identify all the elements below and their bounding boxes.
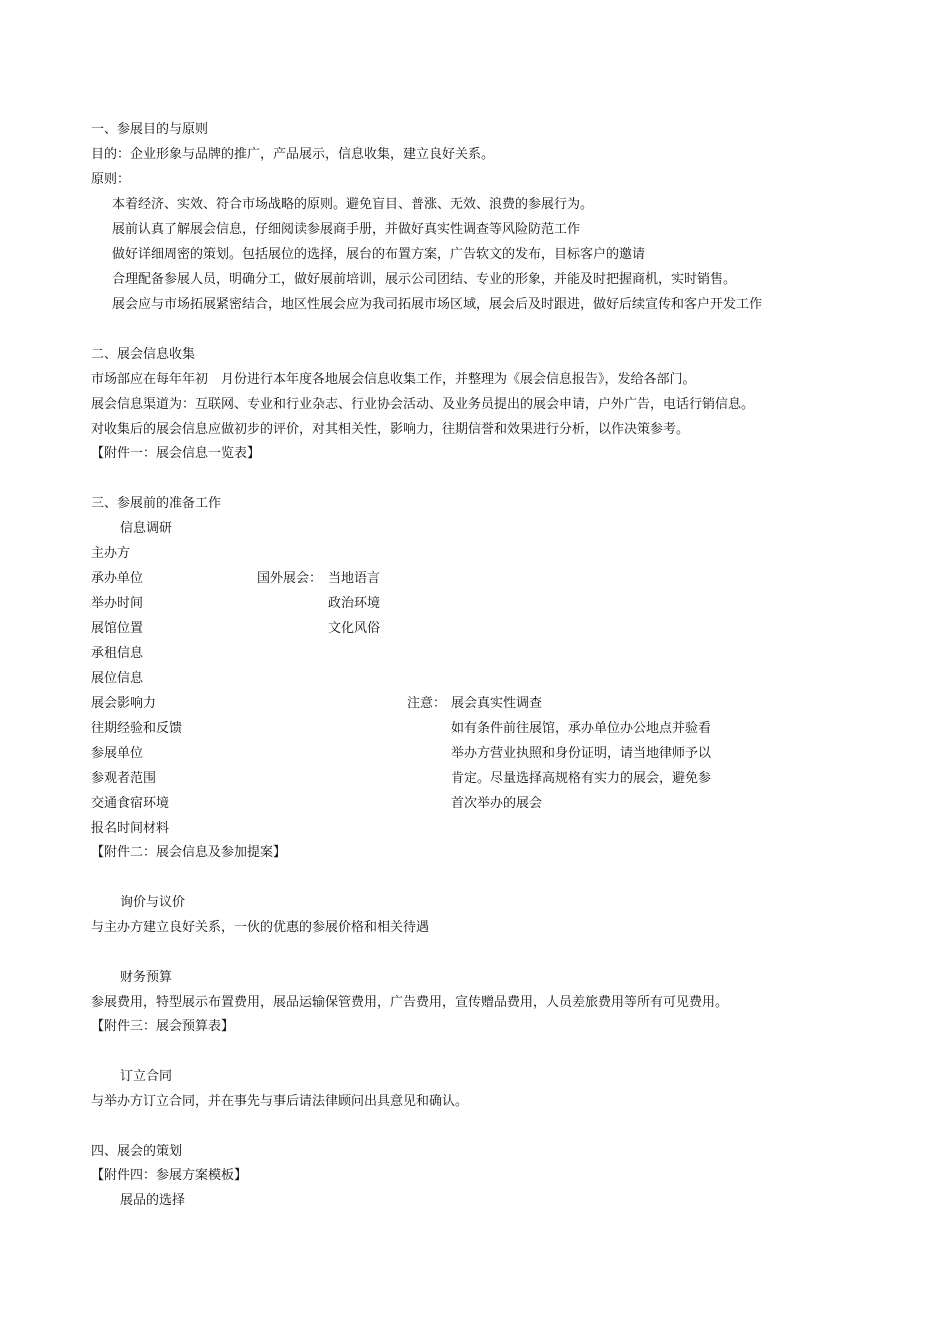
attachment-2: 【附件二：展会信息及参加提案】 bbox=[91, 845, 287, 860]
foreign-label: 国外展会： bbox=[257, 571, 323, 586]
research-item: 举办时间 bbox=[91, 596, 144, 611]
principle-item: 展前认真了解展会信息，仔细阅读参展商手册，并做好真实性调查等风险防范工作 bbox=[112, 222, 581, 237]
principle-item: 做好详细周密的策划。包括展位的选择，展台的布置方案，广告软文的发布，目标客户的邀请 bbox=[112, 247, 646, 262]
pricing-text: 与主办方建立良好关系，一伙的优惠的参展价格和相关待遇 bbox=[91, 920, 430, 935]
budget-title: 财务预算 bbox=[120, 970, 173, 985]
attachment-3: 【附件三：展会预算表】 bbox=[91, 1019, 235, 1034]
research-item: 报名时间材料 bbox=[91, 821, 170, 836]
research-item: 承办单位 bbox=[91, 571, 144, 586]
research-title: 信息调研 bbox=[120, 521, 173, 536]
section-3-title: 三、参展前的准备工作 bbox=[91, 496, 222, 511]
research-item: 展馆位置 bbox=[91, 621, 144, 636]
research-item: 展位信息 bbox=[91, 671, 144, 686]
paragraph-line: 市场部应在每年年初 月份进行本年度各地展会信息收集工作，并整理为《展会信息报告》，发给各部门。 bbox=[91, 372, 696, 387]
principle-label: 原则： bbox=[91, 172, 131, 187]
purpose-text: 目的：企业形象与品牌的推广，产品展示，信息收集，建立良好关系。 bbox=[91, 147, 495, 162]
note-line: 如有条件前往展馆，承办单位办公地点并验看 bbox=[451, 721, 712, 736]
pricing-title: 询价与议价 bbox=[120, 895, 186, 910]
principle-item: 本着经济、实效、符合市场战略的原则。避免盲目、普涨、无效、浪费的参展行为。 bbox=[112, 197, 594, 212]
attachment-1: 【附件一：展会信息一览表】 bbox=[91, 446, 261, 461]
section-1-title: 一、参展目的与原则 bbox=[91, 122, 209, 137]
research-item: 参展单位 bbox=[91, 746, 144, 761]
principle-item: 合理配备参展人员，明确分工，做好展前培训，展示公司团结、专业的形象，并能及时把握商机，实时销售。 bbox=[112, 272, 737, 287]
research-item: 往期经验和反馈 bbox=[91, 721, 183, 736]
research-item: 展会影响力 bbox=[91, 696, 157, 711]
contract-text: 与举办方订立合同，并在事先与事后请法律顾问出具意见和确认。 bbox=[91, 1094, 469, 1109]
note-line: 首次举办的展会 bbox=[451, 796, 543, 811]
foreign-item: 政治环境 bbox=[328, 596, 381, 611]
principle-item: 展会应与市场拓展紧密结合，地区性展会应为我司拓展市场区域，展会后及时跟进，做好后续宣传和客户开发工作 bbox=[112, 297, 763, 312]
note-line: 展会真实性调查 bbox=[451, 696, 543, 711]
paragraph-line: 对收集后的展会信息应做初步的评价，对其相关性，影响力，往期信誉和效果进行分析，以作决策参考。 bbox=[91, 422, 690, 437]
research-item: 主办方 bbox=[91, 546, 131, 561]
selection-title: 展品的选择 bbox=[120, 1193, 186, 1208]
research-item: 交通食宿环境 bbox=[91, 796, 170, 811]
paragraph-line: 展会信息渠道为：互联网、专业和行业杂志、行业协会活动、及业务员提出的展会申请，户外广告，电话行销信息。 bbox=[91, 397, 755, 412]
note-line: 举办方营业执照和身份证明，请当地律师予以 bbox=[451, 746, 712, 761]
foreign-item: 当地语言 bbox=[328, 571, 381, 586]
section-2-title: 二、展会信息收集 bbox=[91, 347, 196, 362]
contract-title: 订立合同 bbox=[120, 1069, 173, 1084]
note-label: 注意： bbox=[407, 696, 447, 711]
research-item: 参观者范围 bbox=[91, 771, 157, 786]
attachment-4: 【附件四：参展方案模板】 bbox=[91, 1168, 248, 1183]
foreign-item: 文化风俗 bbox=[328, 621, 381, 636]
research-item: 承租信息 bbox=[91, 646, 144, 661]
budget-text: 参展费用，特型展示布置费用，展品运输保管费用，广告费用，宣传赠品费用，人员差旅费用等所有可见费用。 bbox=[91, 995, 729, 1010]
section-4-title: 四、展会的策划 bbox=[91, 1144, 183, 1159]
note-line: 肯定。尽量选择高规格有实力的展会，避免参 bbox=[451, 771, 712, 786]
